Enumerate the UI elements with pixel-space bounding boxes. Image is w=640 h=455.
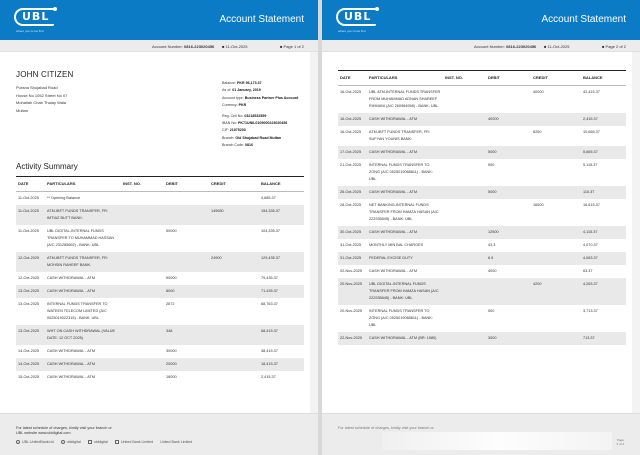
table-row: [16, 272, 304, 285]
cell-inst: [443, 199, 486, 226]
cell-debit: 2672: [166, 302, 175, 306]
account-type-line: Account type: Business Partner Plus Account: [222, 95, 299, 100]
cell-inst: [443, 332, 486, 345]
cell-debit: [486, 278, 531, 305]
statement-date: ■ 11-Oct-2025: [222, 44, 248, 49]
cell-balance: 68,415.37: [259, 325, 304, 345]
cell-particulars: CASH WITHDRAWAL - ATM: [369, 269, 418, 273]
currency-line: Currency: PKR: [222, 103, 247, 108]
cell-credit: [209, 272, 259, 285]
col-date: DATE: [16, 177, 45, 192]
table-row: [338, 332, 626, 345]
meta-bar: [0, 40, 318, 52]
statement-title: Account Statement: [219, 14, 304, 25]
cell-balance: 4,263.37: [581, 278, 626, 305]
page-number: ■ Page 2 of 2: [602, 44, 626, 49]
cell-credit: [209, 285, 259, 298]
cell-inst: [443, 113, 486, 126]
cell-balance: 3,713.37: [583, 309, 598, 313]
cell-particulars: CASH WITHDRAWAL - ATM: [45, 358, 121, 371]
cell-inst: [443, 126, 486, 146]
cell-credit: [531, 186, 581, 199]
cell-debit: [164, 205, 209, 225]
cell-credit: [531, 332, 581, 345]
cell-particulars: CASH WITHDRAWAL - ATM: [367, 186, 443, 199]
statement-footer: [0, 413, 318, 455]
col-credit: CREDIT: [531, 71, 581, 86]
cell-particulars: CASH WITHDRAWAL - ATM: [47, 349, 96, 353]
table-row: [338, 126, 626, 146]
cell-balance: 71,435.37: [259, 285, 304, 298]
cell-date: 11-Oct-2025: [18, 196, 39, 200]
meta-bar: [322, 40, 640, 52]
cell-inst: [121, 192, 164, 206]
col-particulars: PARTICULARS: [45, 177, 121, 192]
cell-credit: 149650: [209, 205, 259, 225]
ubl-logo: UBL where you come first: [336, 8, 376, 34]
cell-particulars: UBL DIGITAL-INTERNAL FUNDS TRANSFER TO MUHAMMAD HASSAN (A/C 231285692) - BANK: UBL: [47, 229, 115, 247]
cell-debit: 500: [488, 163, 495, 167]
cell-date: 11-Oct-2025: [18, 229, 39, 233]
cell-date: 17-Oct-2025: [338, 146, 367, 159]
cell-inst: [443, 146, 486, 159]
cell-debit: 8000: [164, 285, 209, 298]
cell-date: 31-Oct-2025: [338, 252, 367, 265]
cell-particulars: CASH WITHDRAWAL - ATM: [367, 226, 443, 239]
page-number: ■ Page 1 of 2: [280, 44, 304, 49]
cell-inst: [443, 239, 486, 252]
col-inst-no: INST. NO.: [121, 177, 164, 192]
cell-debit: 30000: [166, 349, 177, 353]
cell-balance: 5,665.37: [581, 146, 626, 159]
cell-particulars: ATM-IBFT FUNDS TRANSFER, FR: IMTIAZ BUTT BANK:: [45, 205, 121, 225]
cell-inst: [443, 252, 486, 265]
logo-tagline: where you come first: [338, 29, 366, 33]
cell-inst: [121, 358, 164, 371]
cell-date: 13-Oct-2025: [16, 285, 45, 298]
table-row: [16, 225, 304, 252]
cell-date: 21-Oct-2025: [340, 163, 362, 167]
cell-debit: 4000: [488, 269, 497, 273]
cell-balance: 16,615.37: [583, 203, 600, 207]
cell-date: 16-Oct-2025: [338, 113, 367, 126]
cell-credit: [531, 159, 581, 186]
cell-balance: 4,685.37: [261, 196, 276, 200]
cell-credit: [531, 305, 581, 332]
cell-date: 14-Oct-2025: [16, 358, 45, 371]
footer-page-mark: Page 2 of 2: [616, 438, 624, 446]
cell-balance: 4,070.37: [583, 243, 598, 247]
logo-tagline: where you come first: [16, 29, 44, 33]
table-row: [16, 252, 304, 272]
cell-debit: 12500: [486, 226, 531, 239]
table-row: [338, 113, 626, 126]
instagram-link[interactable]: ubldigital: [88, 440, 108, 444]
cell-inst: [121, 205, 164, 225]
cell-inst: [443, 186, 486, 199]
cell-particulars: CASH WITHDRAWAL - ATM: [367, 113, 443, 126]
account-number: Account Number: 0816-223020456: [474, 44, 537, 49]
cell-credit: 24900: [209, 252, 259, 272]
cell-credit: [531, 239, 581, 252]
cell-date: 26-Oct-2025: [338, 186, 367, 199]
cell-debit: 20000: [164, 358, 209, 371]
table-row: [338, 278, 626, 305]
cell-credit: [531, 226, 581, 239]
cell-date: 13-Oct-2025: [16, 325, 45, 345]
table-row: [16, 358, 304, 371]
table-row: [338, 239, 626, 252]
customer-address: Purana Shujabad Road House No 1052 Street No 07 Mohallah Chah Thalay Wala Multan: [16, 85, 68, 113]
col-credit: CREDIT: [209, 177, 259, 192]
cell-inst: [443, 305, 486, 332]
cell-particulars: UBL DIGITAL-INTERNAL FUNDS TRANSFER FROM HAMZA HASAN (A/C 222935845) - BANK: UBL: [367, 278, 443, 305]
cell-credit: [531, 146, 581, 159]
cell-debit: 3000: [486, 332, 531, 345]
cell-particulars: ATM-IBFT FUNDS TRANSFER, FR: SUFYAN YOUNIS BANK:: [369, 130, 430, 141]
cell-debit: 50000: [166, 229, 177, 233]
ubl-logo: UBL where you come first: [14, 8, 54, 34]
cell-credit: [209, 358, 259, 371]
cell-inst: [121, 371, 164, 384]
footer-blur: [382, 432, 612, 450]
cell-date: 30-Oct-2025: [338, 226, 367, 239]
cell-debit: [486, 199, 531, 226]
footer-note: For latest schedule of charges, kindly visit your branch or: [338, 426, 434, 430]
customer-name: JOHN CITIZEN: [16, 70, 74, 79]
cell-inst: [443, 159, 486, 186]
cell-date: 13-Oct-2025: [18, 302, 40, 306]
col-date: DATE: [338, 71, 367, 86]
table-row: [338, 226, 626, 239]
statement-date: ■ 11-Oct-2025: [544, 44, 570, 49]
cell-debit: [486, 86, 531, 114]
cell-inst: [121, 252, 164, 272]
cell-particulars: CASH WITHDRAWAL - ATM: [45, 285, 121, 298]
social-links: [16, 440, 192, 444]
statement-header: [322, 0, 640, 40]
cell-credit: [209, 225, 259, 252]
table-row: [338, 305, 626, 332]
cell-debit: 6.9: [486, 252, 531, 265]
cell-balance: 2,415.37: [581, 113, 626, 126]
col-balance: BALANCE: [259, 177, 304, 192]
cell-credit: [531, 265, 581, 278]
cell-balance: 104,335.37: [261, 229, 281, 233]
statement-header: [0, 0, 318, 40]
col-balance: BALANCE: [581, 71, 626, 86]
cell-balance: 2,415.37: [261, 375, 276, 379]
cell-particulars: CASH WITHDRAWAL - ATM (BR: 1580): [367, 332, 443, 345]
account-number: Account Number: 0816-223020456: [152, 44, 215, 49]
iban-line: IBAN No: PK71UNIL0109000223020456: [222, 121, 288, 126]
cell-balance: 713.37: [581, 332, 626, 345]
activity-summary-title: Activity Summary: [16, 162, 78, 171]
cell-particulars: MONTHLY MIN BAL CHARGES: [369, 243, 424, 247]
cell-inst: [121, 285, 164, 298]
table-row: [338, 86, 626, 114]
cell-particulars: UBL ATM-INTERNAL FUNDS TRANSFER FROM MUHAMMAD ADNAN SHAREEF RIHMANI (A/C 260964958) - BANK: UBL: [369, 90, 441, 108]
cell-balance: 79,435.37: [261, 276, 278, 280]
cif-line: CIF: 21975200: [222, 128, 246, 133]
balance-line: Balance: PKR 96,173.37: [222, 81, 262, 85]
cell-debit: 500: [488, 309, 495, 313]
cell-date: 12-Oct-2025: [16, 252, 45, 272]
cell-particulars: ** Opening Balance: [47, 196, 81, 200]
linkedin-icon: [115, 440, 119, 444]
table-row: [338, 186, 626, 199]
cell-balance: 115.37: [581, 186, 626, 199]
statement-page-1: [0, 0, 318, 455]
cell-credit: [209, 371, 259, 384]
table-row: [16, 285, 304, 298]
account-info: [222, 80, 302, 150]
branch-line: Branch: Old Shujabad Road Multan: [222, 135, 282, 140]
cell-particulars: NET BANKING-INTERNAL FUNDS TRANSFER FROM HAMZA HASAN (A/C 222935845) - BANK: UBL: [369, 203, 439, 221]
table-row: [16, 205, 304, 225]
cell-date: 31-Oct-2025: [340, 243, 362, 247]
table-row: [16, 192, 304, 206]
transactions-table: [16, 176, 304, 384]
col-debit: DEBIT: [486, 71, 531, 86]
cell-date: 12-Oct-2025: [18, 276, 40, 280]
cell-credit: [531, 252, 581, 265]
cell-balance: 4,115.37: [581, 226, 626, 239]
cell-date: 20-Nov-2025: [340, 309, 362, 313]
cell-date: 16-Oct-2025: [340, 130, 362, 134]
cell-debit: [164, 192, 209, 206]
cell-particulars: INTERNAL FUNDS TRANSFER TO WATEEN TELECOM LIMITED (A/C 0525019022315) - BANK: UBL: [47, 302, 108, 320]
footer-note: For latest schedule of charges, kindly visit your branch or UBL website www.ubldigital.com: [16, 426, 112, 435]
cell-balance: 63.37: [583, 269, 593, 273]
cell-credit: [209, 192, 259, 206]
cell-particulars: INTERNAL FUNDS TRANSFER TO ZONG (A/C 0525019068811) - BANK: UBL: [369, 163, 433, 181]
cell-debit: 16000: [166, 375, 177, 379]
cell-balance: 68,763.37: [261, 302, 278, 306]
cell-credit: 8250: [533, 130, 542, 134]
cell-balance: 154,335.37: [259, 205, 304, 225]
table-row: [16, 371, 304, 384]
cell-particulars: WHT ON CASH WITHDRAWAL (VALUE DATE: 12 OCT 2025): [45, 325, 121, 345]
transactions-table: [338, 70, 626, 345]
cell-credit: [209, 345, 259, 358]
cell-date: 28-Oct-2025: [340, 203, 362, 207]
cell-credit: [209, 298, 259, 325]
cell-debit: [486, 126, 531, 146]
twitter-link[interactable]: ubldigital: [61, 440, 81, 444]
cell-balance: 5,115.37: [583, 163, 598, 167]
cell-date: 11-Oct-2025: [16, 205, 45, 225]
table-row: [338, 146, 626, 159]
cell-debit: 50000: [166, 276, 177, 280]
as-of-line: As of: 01 January, 2019: [222, 88, 261, 93]
youtube-link[interactable]: United Bank Limited: [160, 440, 193, 444]
cell-date: 22-Nov-2025: [338, 332, 367, 345]
cell-inst: [121, 345, 164, 358]
cell-inst: [121, 298, 164, 325]
col-particulars: PARTICULARS: [367, 71, 443, 86]
cell-balance: 38,415.37: [261, 349, 278, 353]
table-row: [338, 199, 626, 226]
cell-debit: [164, 252, 209, 272]
cell-credit: [209, 325, 259, 345]
cell-particulars: FEDERAL EXCISE DUTY: [367, 252, 443, 265]
col-debit: DEBIT: [164, 177, 209, 192]
cell-balance: 10,665.37: [583, 130, 600, 134]
cell-debit: 40000: [486, 113, 531, 126]
table-row: [338, 159, 626, 186]
cell-particulars: CASH WITHDRAWAL - ATM: [47, 375, 96, 379]
statement-footer: [322, 413, 640, 455]
cell-particulars: ATM-IBFT FUNDS TRANSFER, FR: MOHSIN RAHEEF BANK:: [45, 252, 121, 272]
cell-inst: [121, 325, 164, 345]
cell-inst: [121, 225, 164, 252]
instagram-icon: [88, 440, 92, 444]
facebook-link[interactable]: UBL.UnitedBankLtd: [16, 440, 54, 444]
cell-balance: 129,435.37: [259, 252, 304, 272]
cell-inst: [443, 278, 486, 305]
cell-date: 16-Oct-2025: [340, 90, 362, 94]
cell-credit: 40000: [533, 90, 544, 94]
table-row: [16, 298, 304, 325]
customer-block: [16, 70, 74, 114]
cell-date: 15-Oct-2025: [18, 375, 40, 379]
cell-balance: 42,415.37: [583, 90, 600, 94]
cell-line: Reg. Cell No: 03218532559: [222, 113, 267, 118]
cell-particulars: CASH WITHDRAWAL - ATM: [47, 276, 96, 280]
table-row: [338, 252, 626, 265]
cell-inst: [443, 265, 486, 278]
cell-date: 14-Oct-2025: [18, 349, 40, 353]
cell-credit: 4200: [531, 278, 581, 305]
cell-particulars: INTERNAL FUNDS TRANSFER TO ZONG (A/C 0525019068811) - BANK: UBL: [369, 309, 433, 327]
col-inst-no: INST. NO.: [443, 71, 486, 86]
cell-balance: 18,415.37: [259, 358, 304, 371]
twitter-icon: [61, 440, 65, 444]
cell-debit: 43.3: [488, 243, 496, 247]
cell-inst: [121, 272, 164, 285]
statement-title: Account Statement: [541, 14, 626, 25]
branch-code-line: Branch Code: 0816: [222, 143, 253, 148]
page-edge: [632, 0, 640, 455]
linkedin-link[interactable]: United Bank Limited: [115, 440, 153, 444]
table-header-row: [338, 71, 626, 86]
facebook-icon: [16, 440, 20, 444]
cell-date: 02-Nov-2025: [340, 269, 362, 273]
cell-debit: 5000: [486, 146, 531, 159]
cell-balance: 4,063.37: [581, 252, 626, 265]
table-header-row: [16, 177, 304, 192]
cell-debit: 5000: [486, 186, 531, 199]
cell-date: 20-Nov-2025: [338, 278, 367, 305]
cell-credit: [531, 113, 581, 126]
cell-debit: 348: [164, 325, 209, 345]
statement-page-2: [322, 0, 640, 455]
cell-inst: [443, 86, 486, 114]
table-row: [338, 265, 626, 278]
cell-credit: 16500: [533, 203, 544, 207]
page-edge: [310, 0, 318, 455]
table-row: [16, 325, 304, 345]
table-row: [16, 345, 304, 358]
cell-particulars: CASH WITHDRAWAL - ATM: [367, 146, 443, 159]
cell-inst: [443, 226, 486, 239]
